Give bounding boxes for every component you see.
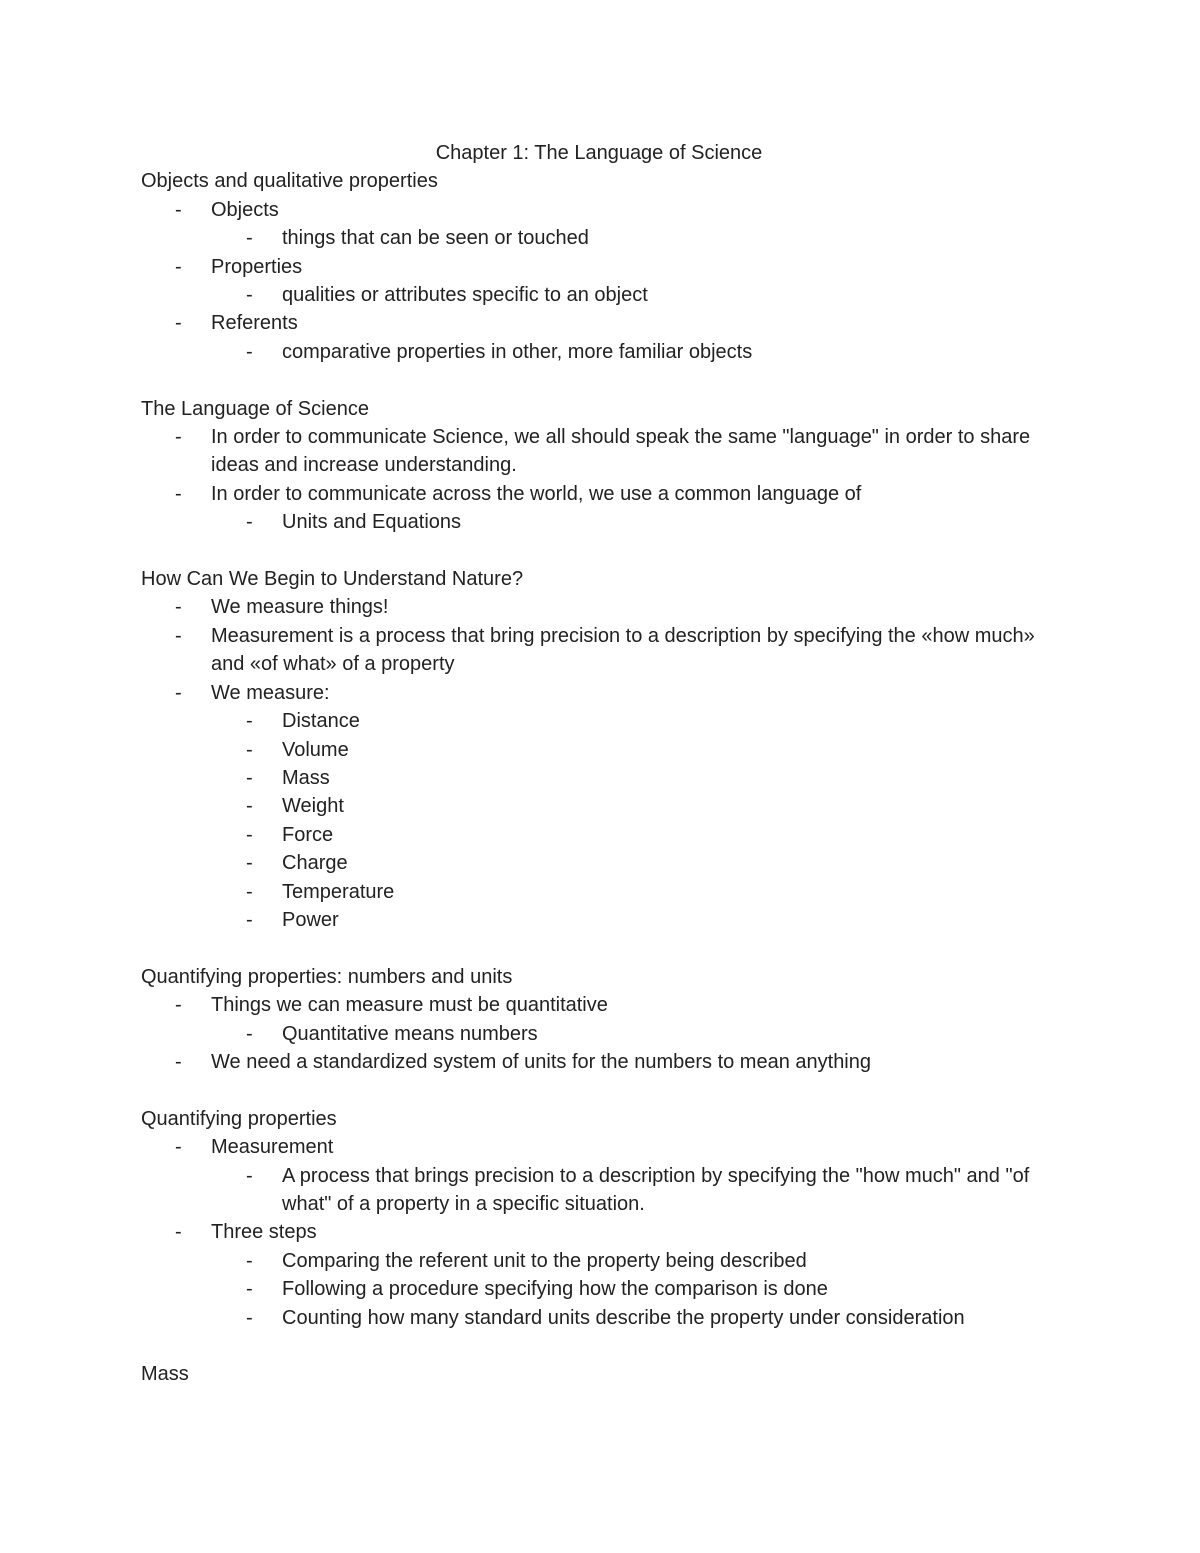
bullet-dash: - — [246, 227, 253, 250]
list-item-text: We measure things! — [211, 596, 389, 619]
bullet-dash: - — [175, 1136, 182, 1159]
bullet-dash: - — [246, 1249, 253, 1272]
list-item-text: In order to communicate Science, we all should speak the same "language" in order to share ideas and increase understanding. — [211, 426, 1031, 477]
list-item — [141, 480, 1061, 508]
section-heading: Quantifying properties — [141, 1107, 337, 1130]
bullet-dash: - — [175, 994, 182, 1017]
list-item-text: Mass — [282, 766, 330, 789]
bullet-dash: - — [246, 908, 253, 931]
list-item-text: Things we can measure must be quantitative — [211, 994, 608, 1017]
bullet-dash: - — [246, 1306, 253, 1329]
list-item — [141, 792, 1061, 820]
list-item — [141, 991, 1061, 1019]
bullet-dash: - — [175, 624, 182, 647]
bullet-dash: - — [246, 284, 253, 307]
bullet-dash: - — [175, 1050, 182, 1073]
list-item-text: Measurement — [211, 1136, 334, 1159]
bullet-dash: - — [246, 1278, 253, 1301]
document-content — [141, 139, 1061, 1389]
bullet-dash: - — [246, 1022, 253, 1045]
blank-line — [141, 1332, 1061, 1360]
list-item-text: Objects — [211, 198, 279, 221]
page-title: Chapter 1: The Language of Science — [435, 142, 763, 164]
section — [141, 565, 1061, 934]
blank-line — [141, 366, 1061, 394]
section — [141, 1360, 1061, 1388]
list-item — [141, 707, 1061, 735]
bullet-dash: - — [175, 596, 182, 619]
list-item-text: Temperature — [282, 880, 395, 903]
list-item-text: Quantitative means numbers — [282, 1022, 538, 1045]
list-item — [141, 309, 1061, 337]
blank-line — [141, 934, 1061, 962]
list-item — [141, 1133, 1061, 1161]
bullet-dash: - — [246, 710, 253, 733]
list-item — [141, 423, 1061, 480]
list-item-text: Volume — [282, 738, 349, 761]
list-item — [141, 764, 1061, 792]
bullet-dash: - — [175, 482, 182, 505]
section-heading: The Language of Science — [141, 397, 369, 420]
bullet-dash: - — [175, 1221, 182, 1244]
list-item-text: comparative properties in other, more familiar objects — [282, 340, 753, 363]
bullet-dash: - — [246, 795, 253, 818]
section-heading: Mass — [141, 1363, 189, 1386]
bullet-dash: - — [246, 340, 253, 363]
bullet-dash: - — [246, 1164, 253, 1187]
list-item — [141, 253, 1061, 281]
list-item-text: In order to communicate across the world, we use a common language of — [211, 482, 862, 505]
list-item-text: We measure: — [211, 681, 330, 704]
list-item-text: things that can be seen or touched — [282, 227, 589, 250]
blank-line — [141, 537, 1061, 565]
list-item-text: Following a procedure specifying how the comparison is done — [282, 1278, 828, 1301]
section — [141, 395, 1061, 537]
list-item-text: Measurement is a process that bring precision to a description by specifying the «how much» and «of what» of a property — [211, 624, 1035, 676]
list-item — [141, 1304, 1061, 1332]
list-item — [141, 1247, 1061, 1275]
blank-line — [141, 1076, 1061, 1104]
list-item — [141, 224, 1061, 252]
list-item — [141, 1162, 1061, 1219]
list-item — [141, 1048, 1061, 1076]
bullet-dash: - — [175, 312, 182, 335]
bullet-dash: - — [175, 198, 182, 221]
list-item-text: Properties — [211, 255, 303, 278]
list-item — [141, 1218, 1061, 1246]
list-item-text: Distance — [282, 710, 360, 733]
list-item-text: A process that brings precision to a description by specifying the "how much" and "of what" of a property in a specific situation. — [282, 1164, 1030, 1215]
list-item-text: Units and Equations — [282, 511, 462, 534]
list-item — [141, 338, 1061, 366]
list-item-text: Referents — [211, 312, 298, 335]
list-item-text: Charge — [282, 852, 348, 875]
section — [141, 167, 1061, 366]
list-item — [141, 736, 1061, 764]
bullet-dash: - — [246, 880, 253, 903]
list-item-text: Force — [282, 823, 334, 846]
list-item-text: Counting how many standard units describe the property under consideration — [282, 1306, 965, 1329]
bullet-dash: - — [175, 426, 182, 449]
list-item-text: Three steps — [211, 1221, 317, 1244]
bullet-dash: - — [246, 738, 253, 761]
list-item — [141, 821, 1061, 849]
list-item — [141, 1275, 1061, 1303]
list-item — [141, 281, 1061, 309]
sections-container — [141, 167, 1061, 1388]
bullet-dash: - — [175, 681, 182, 704]
list-item — [141, 878, 1061, 906]
list-item-text: Comparing the referent unit to the property being described — [282, 1249, 807, 1272]
section-heading: How Can We Begin to Understand Nature? — [141, 568, 524, 591]
bullet-dash: - — [246, 852, 253, 875]
section-heading: Objects and qualitative properties — [141, 170, 438, 193]
list-item — [141, 906, 1061, 934]
list-item — [141, 508, 1061, 536]
list-item — [141, 593, 1061, 621]
list-item — [141, 622, 1061, 679]
list-item-text: Power — [282, 908, 339, 931]
section — [141, 963, 1061, 1077]
list-item — [141, 1020, 1061, 1048]
bullet-dash: - — [246, 766, 253, 789]
bullet-dash: - — [246, 823, 253, 846]
list-item — [141, 196, 1061, 224]
list-item-text: Weight — [282, 795, 344, 818]
list-item-text: qualities or attributes specific to an object — [282, 284, 648, 307]
bullet-dash: - — [175, 255, 182, 278]
section-heading: Quantifying properties: numbers and units — [141, 965, 513, 988]
list-item — [141, 679, 1061, 707]
bullet-dash: - — [246, 511, 253, 534]
list-item — [141, 849, 1061, 877]
section — [141, 1105, 1061, 1332]
list-item-text: We need a standardized system of units for the numbers to mean anything — [211, 1050, 871, 1073]
